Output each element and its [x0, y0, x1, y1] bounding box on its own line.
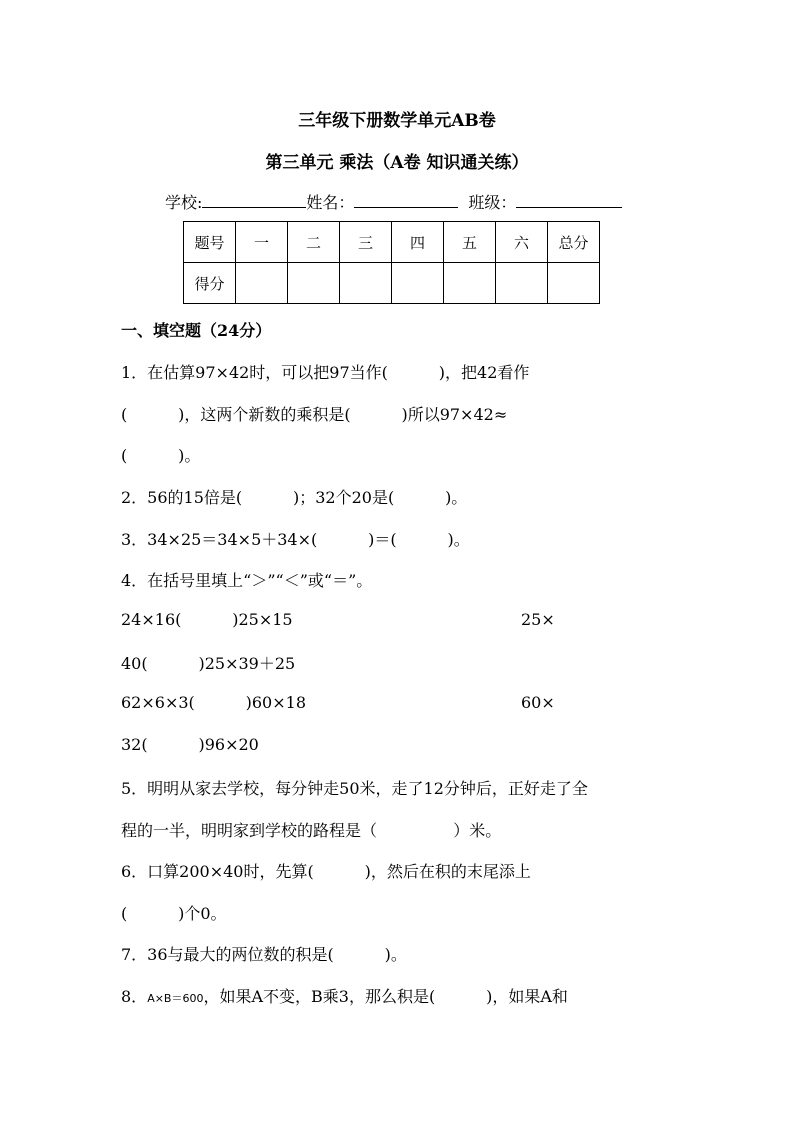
score-table-cell: 五 [444, 222, 496, 263]
question-4-row-4: 32( )96×20 [121, 735, 259, 754]
score-table-cell: 一 [236, 222, 288, 263]
question-7: 7．36与最大的两位数的积是( )。 [121, 945, 407, 964]
score-table [183, 221, 600, 304]
score-table-cell: 总分 [548, 222, 600, 263]
score-input-cell[interactable] [288, 263, 340, 304]
score-input-cell[interactable] [236, 263, 288, 304]
school-blank [202, 193, 306, 208]
question-1-line-2: ( )，这两个新数的乘积是( )所以97×42≈ [121, 405, 508, 424]
question-4-row-3-right: 60× [521, 693, 555, 712]
question-4-row-2: 40( )25×39＋25 [121, 654, 296, 673]
section-heading: 一、填空题（24分） [121, 321, 272, 340]
score-table-cell: 六 [496, 222, 548, 263]
question-5-line-1: 5．明明从家去学校，每分钟走50米，走了12分钟后，正好走了全 [121, 779, 588, 798]
score-input-cell[interactable] [444, 263, 496, 304]
name-blank [354, 193, 458, 208]
question-4-row-1-left: 24×16( )25×15 [121, 610, 293, 629]
question-1-line-1: 1．在估算97×42时，可以把97当作( )，把42看作 [121, 363, 530, 382]
question-4-row-3-left: 62×6×3( )60×18 [121, 693, 306, 712]
score-table-header-row [184, 222, 600, 263]
question-8-text: ，如果A不变，B乘3，那么积是( )，如果A和 [203, 987, 568, 1006]
question-4-row-1-right: 25× [521, 610, 555, 629]
question-8-number: 8． [121, 987, 148, 1006]
student-info-line [165, 190, 622, 213]
question-4-instruction: 4．在括号里填上“＞”“＜”或“＝”。 [121, 571, 373, 590]
question-3: 3．34×25＝34×5＋34×( )＝( )。 [121, 530, 470, 549]
score-table-cell: 得分 [184, 263, 236, 304]
question-2: 2．56的15倍是( )；32个20是( )。 [121, 488, 468, 507]
question-6-line-1: 6．口算200×40时，先算( )，然后在积的末尾添上 [121, 862, 531, 881]
score-input-cell[interactable] [392, 263, 444, 304]
name-label: 姓名： [306, 193, 355, 212]
score-table-cell: 题号 [184, 222, 236, 263]
class-label: 班级： [468, 193, 517, 212]
score-table-cell: 四 [392, 222, 444, 263]
score-input-cell[interactable] [548, 263, 600, 304]
question-1-line-3: ( )。 [121, 446, 201, 465]
question-5-line-2: 程的一半，明明家到学校的路程是（ ）米。 [121, 821, 502, 840]
score-input-cell[interactable] [496, 263, 548, 304]
exam-subtitle: 第三单元 乘法（A卷 知识通关练） [265, 153, 529, 173]
score-input-cell[interactable] [340, 263, 392, 304]
score-table-score-row [184, 263, 600, 304]
question-8-formula: A×B＝600 [147, 992, 204, 1005]
exam-title: 三年级下册数学单元AB卷 [298, 111, 496, 131]
score-table-cell: 二 [288, 222, 340, 263]
school-label: 学校: [165, 193, 203, 212]
question-8 [121, 984, 568, 1007]
class-blank [516, 193, 622, 208]
score-table-cell: 三 [340, 222, 392, 263]
question-6-line-2: ( )个0。 [121, 904, 227, 923]
